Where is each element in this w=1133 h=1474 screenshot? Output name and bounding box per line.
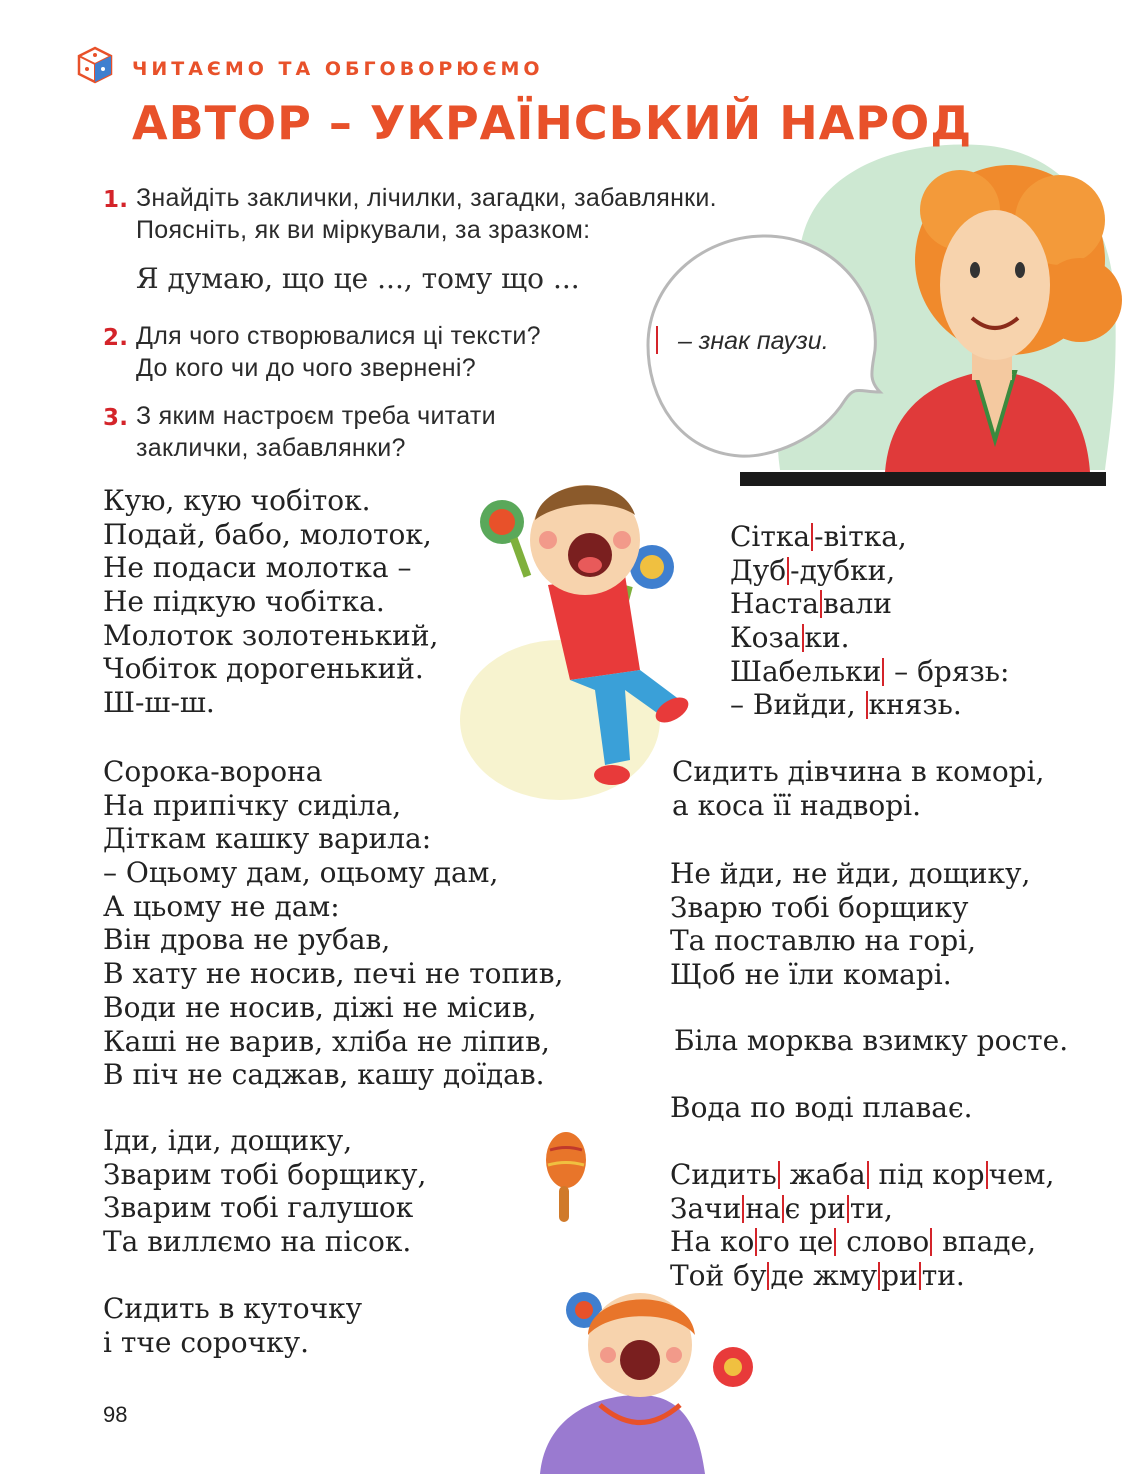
pause-mark-icon xyxy=(820,590,822,618)
pause-mark-icon xyxy=(878,1262,880,1290)
pause-mark-icon xyxy=(802,624,804,652)
poem-line: В піч не саджав, кашу доїдав. xyxy=(103,1058,545,1092)
question-3 xyxy=(0,400,700,470)
poem-line: Зачи на є ри ти, xyxy=(670,1191,893,1225)
poem-line: Не підкую чобітка. xyxy=(103,585,385,619)
pause-mark-icon xyxy=(866,691,868,719)
question-line: З яким настроєм треба читати xyxy=(136,402,496,430)
poem-line: Води не носив, діжі не місив, xyxy=(103,990,537,1024)
poem-line: На ко го це слово впаде, xyxy=(670,1225,1036,1259)
pause-mark-icon xyxy=(755,1228,757,1256)
poem-line: Він дрова не рубав, xyxy=(103,923,391,957)
sample-answer: Я думаю, що це ..., тому що ... xyxy=(136,262,580,295)
poem-line: Біла морква взимку росте. xyxy=(674,1024,1069,1057)
pause-mark-icon xyxy=(882,658,884,686)
poem-line: Сидить жаба під кор чем, xyxy=(670,1158,1055,1191)
poem-ne-ydy xyxy=(670,857,1030,992)
poem-kuyu xyxy=(103,484,438,720)
pause-mark-icon xyxy=(986,1161,988,1189)
poem-line: Діткам кашку варила: xyxy=(103,822,432,856)
poem-line: Не подаси молотка – xyxy=(103,551,412,585)
pause-mark-icon xyxy=(742,1195,744,1223)
pause-mark-icon xyxy=(919,1262,921,1290)
counting-rhyme-zhaba xyxy=(670,1158,1054,1293)
section-label: ЧИТАЄМО ТА ОБГОВОРЮЄМО xyxy=(132,58,544,80)
poem-line: Щоб не їли комарі. xyxy=(670,958,952,992)
question-number: 3. xyxy=(103,405,129,431)
riddle-divchyna xyxy=(672,755,1044,822)
girl-with-maracas-illustration xyxy=(540,1292,753,1474)
poem-line: Сидить дівчина в коморі, xyxy=(672,755,1045,788)
riddle-kutochok xyxy=(103,1292,362,1359)
pause-mark-icon xyxy=(782,1195,784,1223)
poem-line: Молоток золотенький, xyxy=(103,618,439,652)
poem-line: Та виллємо на пісок. xyxy=(103,1225,412,1259)
poem-line: а коса її надворі. xyxy=(672,788,922,822)
poem-line: Зварим тобі борщику, xyxy=(103,1157,427,1191)
question-1 xyxy=(0,182,1133,252)
poem-line: Зварим тобі галушок xyxy=(103,1191,414,1225)
question-number: 2. xyxy=(103,325,129,351)
question-line: заклички, забавлянки? xyxy=(136,434,406,462)
question-line: Для чого створювалися ці тексти? xyxy=(136,322,541,350)
poem-line: Кую, кую чобіток. xyxy=(103,484,371,517)
poem-soroka xyxy=(103,755,563,1092)
poem-line: – Оцьому дам, оцьому дам, xyxy=(103,856,499,890)
question-number: 1. xyxy=(103,187,129,213)
riddle-voda xyxy=(670,1091,973,1125)
poem-line: Іди, іди, дощику, xyxy=(103,1124,353,1157)
poem-line: Подай, бабо, молоток, xyxy=(103,517,432,551)
poem-line: Чобіток дорогенький. xyxy=(103,652,424,686)
pause-mark-caption: – знак паузи. xyxy=(677,327,829,355)
shelf-bar xyxy=(740,472,1106,486)
pause-mark-icon xyxy=(767,1262,769,1290)
poem-line: Шабельки – брязь: xyxy=(730,654,1010,688)
page-number: 98 xyxy=(103,1402,128,1427)
question-line: Поясніть, як ви міркували, за зразком: xyxy=(136,216,591,244)
page-title: АВТОР – УКРАЇНСЬКИЙ НАРОД xyxy=(132,96,973,150)
pause-mark-icon xyxy=(867,1161,869,1189)
poem-sitka xyxy=(730,520,1009,722)
pause-mark-icon xyxy=(847,1195,849,1223)
poem-line: Дуб -дубки, xyxy=(730,553,896,587)
poem-idy xyxy=(103,1124,426,1259)
poem-line: Сидить в куточку xyxy=(103,1292,363,1325)
poem-line: В хату не носив, печі не топив, xyxy=(103,957,564,991)
poem-line: Сітка -вітка, xyxy=(730,520,907,553)
speech-bubble-text xyxy=(655,326,829,356)
pause-mark-icon xyxy=(656,326,658,354)
poem-line: Наста вали xyxy=(730,587,892,621)
pause-mark-icon xyxy=(811,523,813,551)
poem-line: Той бу де жму ри ти. xyxy=(670,1259,965,1293)
question-line: До кого чи до чого звернені? xyxy=(136,354,476,382)
poem-line: – Вийди, князь. xyxy=(730,688,962,722)
dice-icon xyxy=(75,45,115,85)
poem-line: Та поставлю на горі, xyxy=(670,924,977,958)
question-2 xyxy=(0,320,700,390)
poem-line: Вода по воді плаває. xyxy=(670,1091,973,1124)
poem-line: і тче сорочку. xyxy=(103,1325,310,1359)
poem-line: Ш-ш-ш. xyxy=(103,686,215,720)
pause-mark-icon xyxy=(834,1228,836,1256)
poem-line: Зварю тобі борщику xyxy=(670,890,969,924)
poem-line: Каші не варив, хліба не ліпив, xyxy=(103,1024,550,1058)
pause-mark-icon xyxy=(787,557,789,585)
poem-line: Не йди, не йди, дощику, xyxy=(670,857,1031,890)
question-line: Знайдіть заклички, лічилки, загадки, забавлянки. xyxy=(136,184,717,212)
poem-line: А цьому не дам: xyxy=(103,889,340,923)
riddle-morkva xyxy=(674,1024,1068,1058)
poem-line: Коза ки. xyxy=(730,621,850,655)
poem-line: На припічку сиділа, xyxy=(103,788,402,822)
poem-line: Сорока-ворона xyxy=(103,755,323,788)
maraca-illustration xyxy=(546,1132,586,1222)
pause-mark-icon xyxy=(778,1161,780,1189)
pause-mark-icon xyxy=(930,1228,932,1256)
